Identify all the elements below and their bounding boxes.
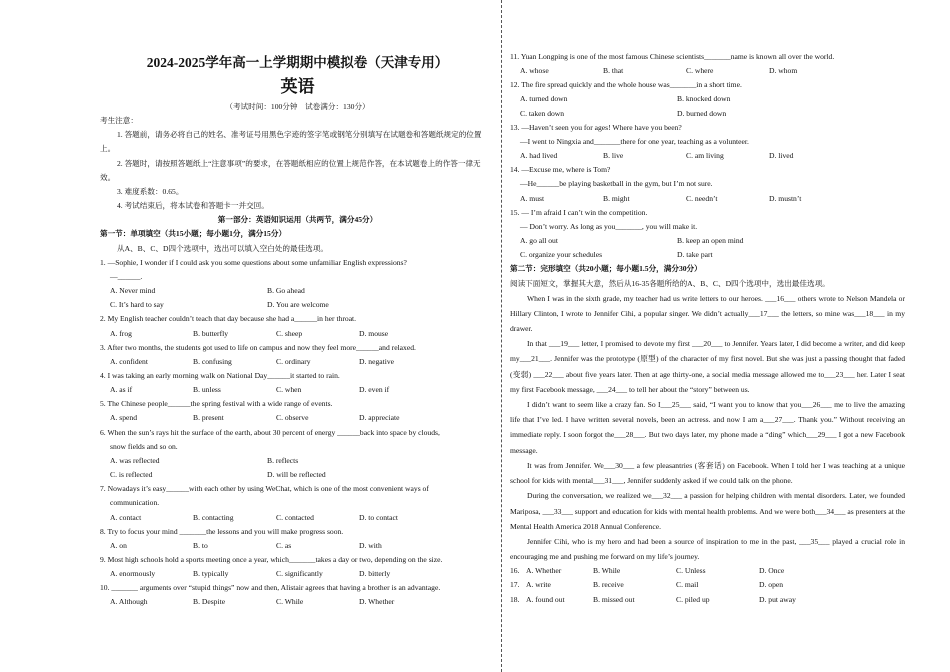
option: D. even if (359, 385, 390, 395)
option: B. knocked down (677, 94, 731, 104)
question-item (100, 312, 495, 340)
question-item (100, 369, 495, 397)
option: B. confusing (193, 356, 232, 366)
option: C. piled up (676, 594, 710, 604)
option-row (510, 234, 905, 248)
option: B. that (603, 66, 624, 76)
option: B. Despite (193, 597, 226, 607)
section2-instruction: 阅读下面短文，掌握其大意，然后从16-35各题所给的A、B、C、D四个选项中，选出最佳选项。 (510, 278, 830, 288)
passage-paragraph: In that ___19___ letter, I promised to devote my first ___20___ to Jennifer. Years later, I did become a writer, and did keep my___21___. Jennifer was the prototype (原型) of the character of my first novel. But she was just a passing thought that faded (变弱) ___22___ about five years later. Then at age thirty-one, a social media message allowed me to___23___ her. Later I seat my first Facebook message, ___24___ to tell her about the “story” between us. (510, 339, 905, 394)
option-row (100, 454, 495, 468)
option-row (510, 92, 905, 106)
notice-item: 1. 答题前，请务必将自己的姓名、准考证号用黑色字迹的签字笔或钢笔分别填写在试题卷和答题纸规定的位置上。 (100, 130, 482, 154)
option: D. put away (759, 594, 796, 604)
option: B. might (603, 193, 630, 203)
question-stem-continued: — Don’t worry. As long as you_______, you will make it. (520, 221, 698, 231)
option: C. mail (676, 580, 699, 590)
question-list (100, 256, 495, 610)
passage-paragraph: It was from Jennifer. We___30___ a few pleasantries (客套话) on Facebook. When I told her I was teaching at a unique school for kids with mental___31___, Jennifer suddenly asked if we could talk on the phone. (510, 460, 905, 486)
option-row (100, 595, 495, 609)
option: C. significantly (276, 569, 323, 579)
option: D. Whether (359, 597, 395, 607)
question-stem: 4. I was taking an early morning walk on National Day______it started to rain. (100, 370, 340, 380)
option: A. must (520, 193, 545, 203)
option: C. observe (276, 413, 309, 423)
column-divider (501, 0, 502, 672)
option: A. write (526, 580, 551, 590)
section1-heading: 第一节：单项填空（共15小题；每小题1分，满分15分） (100, 229, 287, 239)
answer-number: 17. (510, 580, 520, 590)
option-row (510, 107, 905, 121)
option: D. negative (359, 356, 395, 366)
option-row (510, 149, 905, 163)
question-stem: 13. —Haven’t seen you for ages! Where have you been? (510, 122, 682, 132)
option: C. organize your schedules (520, 250, 603, 260)
option: C. where (686, 66, 714, 76)
question-item (100, 553, 495, 581)
notice-item: 2. 答题时，请按照答题纸上“注意事项”的要求，在答题纸相应的位置上规范作答，在本试题卷上的作答一律无效。 (100, 158, 481, 182)
exam-info: （考试时间：100分钟 试卷满分：130分） (225, 102, 370, 111)
left-column (100, 50, 495, 610)
option-row (100, 567, 495, 581)
option: D. open (759, 580, 784, 590)
question-item (100, 341, 495, 369)
option: B. live (603, 151, 624, 161)
option: B. missed out (593, 594, 635, 604)
question-item (510, 50, 905, 78)
option: D. Once (759, 566, 785, 576)
option-row (100, 327, 495, 341)
option-row (510, 64, 905, 78)
passage-paragraph: During the conversation, we realized we___32___ a passion for helping children with mental disorders. Later, we founded Mariposa, ___33___ support and education for kids with mental health problems. And we were both___34___ as presenters at the Mental Health America 2018 Annual Conference. (510, 491, 905, 531)
option: A. on (110, 540, 127, 550)
part1-heading: 第一部分：英语知识运用（共两节，满分45分） (217, 215, 378, 225)
option: D. will be reflected (267, 470, 326, 480)
option: A. Although (110, 597, 148, 607)
option: D. whom (769, 66, 798, 76)
question-stem: 6. When the sun’s rays hit the surface of the earth, about 30 percent of energy ______back into space by clouds, (100, 427, 440, 437)
question-item (100, 482, 495, 524)
right-column (510, 50, 905, 607)
question-stem: 3. After two months, the students got used to life on campus and now they feel more______and relaxed. (100, 342, 416, 352)
answer-number: 18. (510, 594, 520, 604)
question-list (510, 50, 905, 262)
option: B. contacting (193, 512, 234, 522)
option: A. enormously (110, 569, 156, 579)
notice-item: 3. 难度系数：0.65。 (117, 186, 184, 196)
option: A. whose (520, 66, 549, 76)
question-stem: 2. My English teacher couldn’t teach that day because she had a______in her throat. (100, 314, 357, 324)
option: B. While (593, 566, 621, 576)
option: B. typically (193, 569, 229, 579)
option: A. spend (110, 413, 137, 423)
question-stem: 8. Try to focus your mind _______the lessons and you will make progress soon. (100, 526, 344, 536)
question-stem-continued: —I went to Ningxia and_______there for one year, teaching as a volunteer. (520, 136, 749, 146)
question-stem: 11. Yuan Longping is one of the most famous Chinese scientists_______name is known all over the world. (510, 52, 835, 61)
option-row (510, 192, 905, 206)
option: A. frog (110, 328, 132, 338)
option: B. unless (193, 385, 221, 395)
question-item (100, 525, 495, 553)
option: D. take part (677, 250, 713, 260)
option: B. to (193, 540, 208, 550)
option: D. with (359, 540, 382, 550)
passage-paragraph: Jennifer Cihi, who is my hero and had been a source of inspiration to me in the past, ___35___ played a crucial role in encouraging me and pushing me forward on my life’s journey. (510, 536, 905, 562)
question-stem: 1. —Sophie, I wonder if I could ask you some questions about some unfamiliar English expressions? (100, 257, 407, 267)
option: C. am living (686, 151, 724, 161)
notice-item: 4. 考试结束后，将本试卷和答题卡一并交回。 (117, 201, 269, 211)
subject-title: 英语 (280, 77, 315, 97)
option: B. butterfly (193, 328, 229, 338)
option: A. as if (110, 385, 133, 395)
option: A. Whether (526, 566, 562, 576)
cloze-answer-options (510, 564, 905, 606)
option: A. go all out (520, 236, 558, 246)
option-row (100, 468, 495, 482)
option: C. is reflected (110, 470, 153, 480)
answer-row (510, 593, 905, 607)
option-row (100, 511, 495, 525)
question-stem: 7. Nowadays it’s easy______with each other by using WeChat, which is one of the most convenient ways of (100, 484, 429, 494)
option: C. taken down (520, 108, 565, 118)
question-stem: 10. _______ arguments over “stupid things” now and then, Alistair agrees that having a brother is an advantage. (100, 583, 441, 593)
option-row (100, 284, 495, 298)
option: A. had lived (520, 151, 558, 161)
question-item (100, 426, 495, 483)
question-item (100, 256, 495, 313)
question-stem: 5. The Chinese people______the spring festival with a wide range of events. (100, 399, 333, 409)
option: D. lived (769, 151, 794, 161)
option-row (100, 298, 495, 312)
option: A. found out (526, 594, 565, 604)
option: C. ordinary (276, 356, 311, 366)
option: D. You are welcome (267, 300, 329, 310)
question-item (510, 206, 905, 263)
question-stem: 9. Most high schools hold a sports meeting once a year, which_______takes a day or two, depending on the size. (100, 555, 443, 564)
cloze-passage (510, 291, 905, 565)
option: C. Unless (676, 566, 706, 576)
option: C. when (276, 385, 302, 395)
option: D. to contact (359, 512, 399, 522)
option: B. reflects (267, 455, 299, 465)
option-row (100, 383, 495, 397)
question-stem-continued: —______. (110, 271, 143, 281)
option-row (100, 539, 495, 553)
option-row (100, 355, 495, 369)
option: B. receive (593, 580, 624, 590)
option: C. sheep (276, 328, 303, 338)
question-stem-continued: —He______be playing basketball in the gym, but I’m not sure. (520, 179, 713, 189)
question-stem-continued: snow fields and so on. (110, 441, 178, 451)
option: C. contacted (276, 512, 314, 522)
answer-row (510, 564, 905, 578)
option: A. turned down (520, 94, 568, 104)
question-stem: 14. —Excuse me, where is Tom? (510, 165, 611, 175)
question-stem: 15. — I’m afraid I can’t win the competition. (510, 207, 648, 217)
section2-heading: 第二节：完形填空（共20小题；每小题1.5分，满分30分） (510, 264, 702, 274)
option: D. appreciate (359, 413, 400, 423)
option: B. Go ahead (267, 286, 305, 296)
option: C. It’s hard to say (110, 300, 164, 310)
question-item (510, 163, 905, 205)
option: B. keep an open mind (677, 236, 744, 246)
passage-paragraph: When I was in the sixth grade, my teacher had us write letters to our heroes. ___16___ others wrote to Nelson Mandela or Hillary Clinton, I wrote to Jennifer Cihi, a popular singer. We didn’t actually___17___ the letters, so mine was___18___ in my drawer. (510, 293, 905, 334)
option-row (510, 248, 905, 262)
option: A. confident (110, 356, 148, 366)
option: C. as (276, 540, 292, 550)
question-item (510, 78, 905, 120)
question-item (100, 581, 495, 609)
question-item (510, 121, 905, 163)
option: D. mustn’t (769, 193, 802, 203)
option: C. needn’t (686, 193, 718, 203)
exam-title: 2024-2025学年高一上学期期中模拟卷（天津专用） (146, 55, 449, 70)
option-row (100, 411, 495, 425)
option: A. Never mind (110, 286, 156, 296)
question-item (100, 397, 495, 425)
answer-number: 16. (510, 566, 520, 576)
option: A. was reflected (110, 455, 160, 465)
option: B. present (193, 413, 224, 423)
question-stem-continued: communication. (110, 498, 160, 508)
option: D. mouse (359, 328, 389, 338)
option: A. contact (110, 512, 142, 522)
option: D. bitterly (359, 569, 391, 579)
question-stem: 12. The fire spread quickly and the whole house was_______in a short time. (510, 80, 742, 90)
option: C. While (276, 597, 304, 607)
notice-heading: 考生注意： (100, 116, 138, 126)
option: D. burned down (677, 108, 727, 118)
passage-paragraph: I didn’t want to seem like a crazy fan. So I___25___ said, “I want you to know that you___26___ me to live the amazing life that I’ve led. I have written several novels, been an actress. and now I am a___27___. Thank you.” Without receiving an immediate reply. I soon forgot the___28___. But two days later, my phone made a “ding” which___29___ I got a new Facebook message. (510, 400, 905, 455)
section1-instruction: 从A、B、C、D四个选项中，选出可以填入空白处的最佳选项。 (117, 243, 328, 253)
answer-row (510, 578, 905, 592)
